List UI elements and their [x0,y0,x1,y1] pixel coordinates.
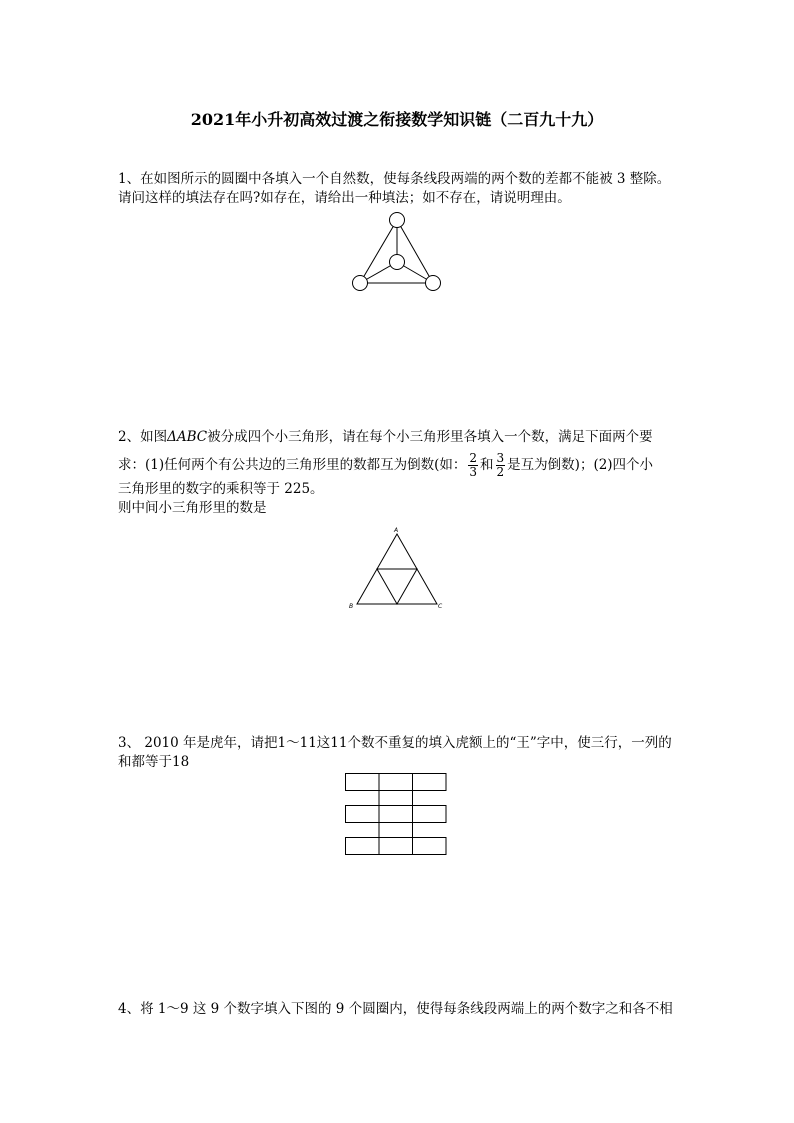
question-1-line-2: 请问这样的填法存在吗?如存在，请给出一种填法；如不存在，请说明理由。 [118,190,571,206]
grid-cell [379,823,413,838]
grid-cell [413,774,447,791]
grid-cell [379,791,413,806]
question-2-line-2: 求：(1)任何两个有公共边的三角形里的数都互为倒数(如： $\frac{2}{3}$ 和 $\frac{3}{2}$ 是互为倒数)；(2)四个小 [118,451,654,479]
vertex-label-c: C [438,603,443,610]
wang-character-grid [345,773,449,859]
question-2-line-4: 则中间小三角形里的数是 [118,500,267,516]
question-1-line-1: 1、在如图所示的圆圈中各填入一个自然数，使每条线段两端的两个数的差都不能被 3 整除。 [118,171,671,187]
grid-cell [379,806,413,823]
grid-cell [413,838,447,855]
circle-top [390,213,405,228]
grid-cell [379,838,413,855]
circle-bottom-right [426,276,441,291]
question-2-line-1: 2、如图ΔABC被分成四个小三角形，请在每个小三角形里各填入一个数，满足下面两个要 [118,429,653,445]
question-4 [118,1000,678,1019]
question-3 [118,734,678,772]
fraction-two-thirds: $\frac{2}{3}$ [469,451,478,479]
page-title: 2021年小升初高效过渡之衔接数学知识链（二百九十九） [190,110,604,129]
question-4-line-1: 4、将 1～9 这 9 个数字填入下图的 9 个圆圈内，使得每条线段两端上的两个数字之和各不相 [118,1001,673,1017]
question-3-line-1: 3、 2010 年是虎年，请把1～11这11个数不重复的填入虎额上的“王”字中，使三行，一列的 [118,735,672,751]
grid-cell [346,774,380,791]
circle-bottom-left [353,276,368,291]
grid-cell [346,838,380,855]
circle-center [390,255,405,270]
grid-cell [379,774,413,791]
vertex-label-a: A [394,527,399,534]
circle-graph-figure [350,210,450,295]
question-3-line-2: 和都等于18 [118,754,190,770]
fraction-three-halves: $\frac{3}{2}$ [496,451,505,479]
vertex-label-b: B [349,603,354,610]
question-2 [118,427,678,516]
question-1 [118,170,678,208]
grid-cell [346,806,380,823]
grid-cell [413,806,447,823]
question-2-line-3: 三角形里的数字的乘积等于 225。 [118,481,324,497]
triangle-name: ΔABC [167,429,208,445]
triangle-abc-figure [345,527,445,612]
